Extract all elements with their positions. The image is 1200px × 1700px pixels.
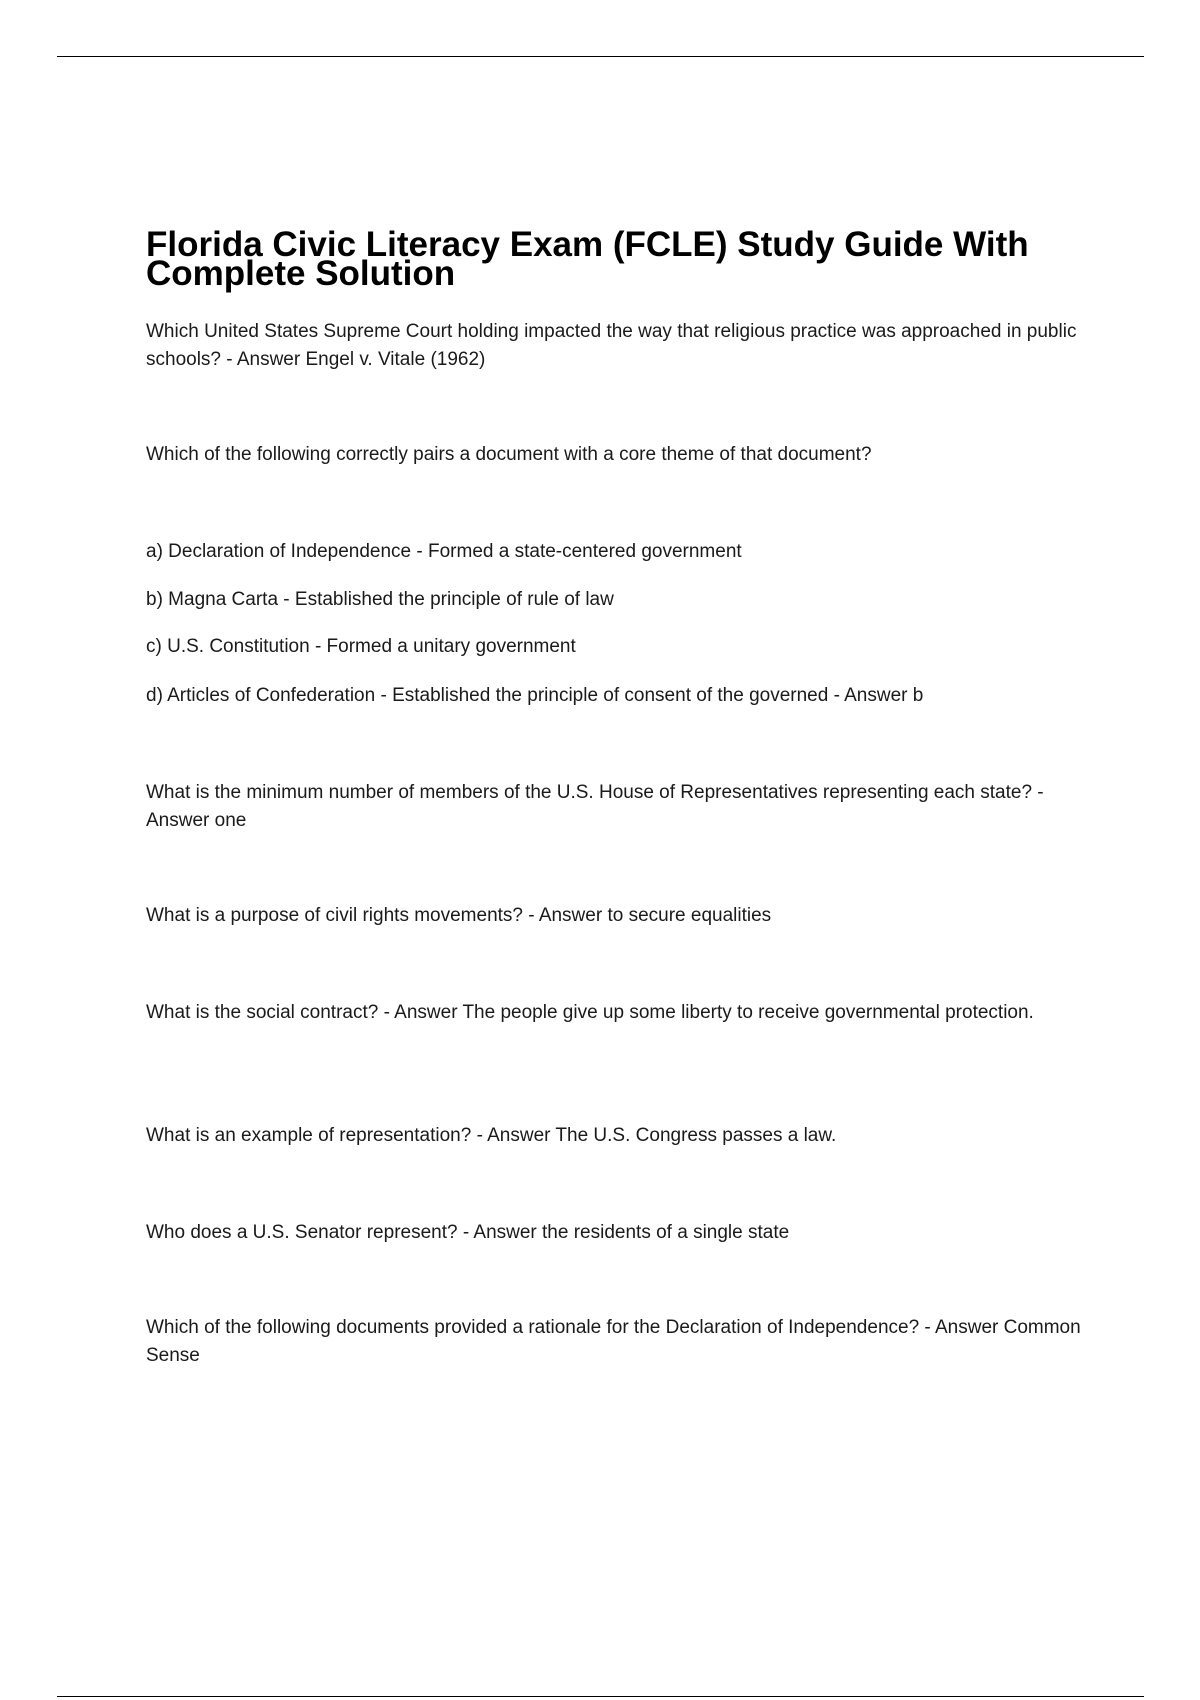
option-c: c) U.S. Constitution - Formed a unitary government bbox=[146, 636, 576, 657]
qa-civil-rights: What is a purpose of civil rights movements? - Answer to secure equalities bbox=[146, 905, 772, 926]
qa-social-contract: What is the social contract? - Answer The people give up some liberty to receive governmental protection. bbox=[146, 1002, 1034, 1023]
document-title: Florida Civic Literacy Exam (FCLE) Study Guide With Complete Solution bbox=[146, 225, 1029, 293]
option-d-answer: d) Articles of Confederation - Established the principle of consent of the governed - Answer b bbox=[146, 685, 924, 706]
qa-representation: What is an example of representation? - Answer The U.S. Congress passes a law. bbox=[146, 1125, 837, 1146]
qa-engel-v-vitale: Which United States Supreme Court holding impacted the way that religious practice was approached in public schools? - Answer Engel v. Vitale (1962) bbox=[146, 321, 1077, 370]
option-a: a) Declaration of Independence - Formed a state-centered government bbox=[146, 541, 742, 562]
qa-senator: Who does a U.S. Senator represent? - Answer the residents of a single state bbox=[146, 1222, 790, 1243]
qa-common-sense: Which of the following documents provided a rationale for the Declaration of Independence? - Answer Common Sense bbox=[146, 1317, 1081, 1366]
qa-house-minimum: What is the minimum number of members of the U.S. House of Representatives representing each state? - Answer one bbox=[146, 782, 1044, 831]
question-document-theme: Which of the following correctly pairs a document with a core theme of that document? bbox=[146, 444, 872, 465]
option-b: b) Magna Carta - Established the principle of rule of law bbox=[146, 589, 614, 610]
header-rule bbox=[57, 56, 1144, 57]
footer-rule bbox=[57, 1696, 1144, 1697]
